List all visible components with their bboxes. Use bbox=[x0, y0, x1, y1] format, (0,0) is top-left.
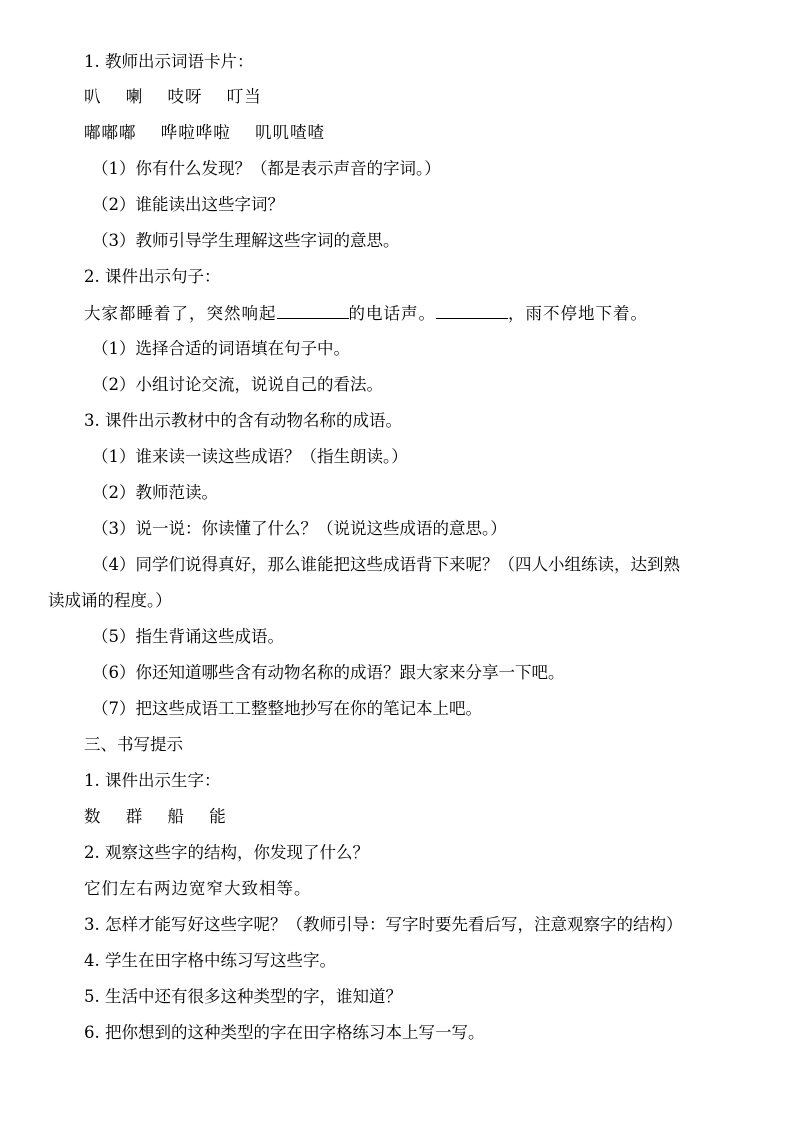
idiom-task-4-continued: 读成诵的程度。） bbox=[48, 591, 172, 610]
character: 船 bbox=[167, 807, 185, 826]
writing-step-2: 2. 观察这些字的结构，你发现了什么？ bbox=[84, 843, 369, 862]
character: 群 bbox=[125, 807, 144, 826]
idiom-task-4: （4）同学们说得真好，那么谁能把这些成语背下来呢？（四人小组练读，达到熟 bbox=[92, 555, 680, 574]
word: 喇 bbox=[125, 87, 144, 106]
word: 叽叽喳喳 bbox=[255, 123, 325, 142]
question-3: （3）教师引导学生理解这些字词的意思。 bbox=[92, 231, 400, 250]
sentence-part: ，雨不停地下着。 bbox=[508, 304, 648, 323]
character: 能 bbox=[209, 807, 227, 826]
section-heading: 三、书写提示 bbox=[84, 735, 183, 754]
word: 哗啦哗啦 bbox=[160, 123, 231, 142]
idiom-task-6: （6）你还知道哪些含有动物名称的成语？跟大家来分享一下吧。 bbox=[92, 663, 565, 682]
sound-words-row-1 bbox=[84, 86, 262, 108]
step-1-heading: 1. 教师出示词语卡片： bbox=[84, 52, 254, 71]
word: 叭 bbox=[84, 87, 102, 106]
step-3-heading: 3. 课件出示教材中的含有动物名称的成语。 bbox=[84, 411, 402, 430]
idiom-task-3: （3）说一说：你读懂了什么？（说说这些成语的意思。） bbox=[92, 519, 507, 538]
blank-line bbox=[277, 302, 349, 319]
sound-words-row-2 bbox=[84, 122, 325, 144]
writing-step-5: 5. 生活中还有很多这种类型的字，谁知道？ bbox=[84, 987, 402, 1006]
idiom-task-5: （5）指生背诵这些成语。 bbox=[92, 627, 284, 646]
step-2-heading: 2. 课件出示句子： bbox=[84, 267, 221, 286]
character: 数 bbox=[84, 807, 102, 826]
sentence-part: 大家都睡着了，突然响起 bbox=[84, 304, 277, 323]
blank-line bbox=[436, 302, 508, 319]
idiom-task-7: （7）把这些成语工工整整地抄写在你的笔记本上吧。 bbox=[92, 699, 482, 718]
writing-step-3: 3. 怎样才能写好这些字呢？（教师引导：写字时要先看后写，注意观察字的结构） bbox=[84, 915, 683, 934]
writing-step-4: 4. 学生在田字格中练习写这些字。 bbox=[84, 951, 336, 970]
task-2: （2）小组讨论交流，说说自己的看法。 bbox=[92, 375, 383, 394]
idiom-task-1: （1）谁来读一读这些成语？（指生朗读。） bbox=[92, 447, 408, 466]
word: 嘟嘟嘟 bbox=[84, 123, 137, 142]
question-1: （1）你有什么发现？（都是表示声音的字词。） bbox=[92, 159, 441, 178]
fill-in-sentence bbox=[84, 302, 648, 325]
writing-step-6: 6. 把你想到的这种类型的字在田字格练习本上写一写。 bbox=[84, 1023, 485, 1042]
characters-row bbox=[84, 806, 227, 828]
task-1: （1）选择合适的词语填在句子中。 bbox=[92, 339, 350, 358]
word: 叮当 bbox=[226, 87, 262, 106]
word: 吱呀 bbox=[167, 87, 203, 106]
writing-step-1: 1. 课件出示生字： bbox=[84, 771, 221, 790]
sentence-part: 的电话声。 bbox=[348, 304, 436, 323]
idiom-task-2: （2）教师范读。 bbox=[92, 483, 218, 502]
answer-line: 它们左右两边宽窄大致相等。 bbox=[84, 879, 312, 898]
question-2: （2）谁能读出这些字词？ bbox=[92, 195, 284, 214]
